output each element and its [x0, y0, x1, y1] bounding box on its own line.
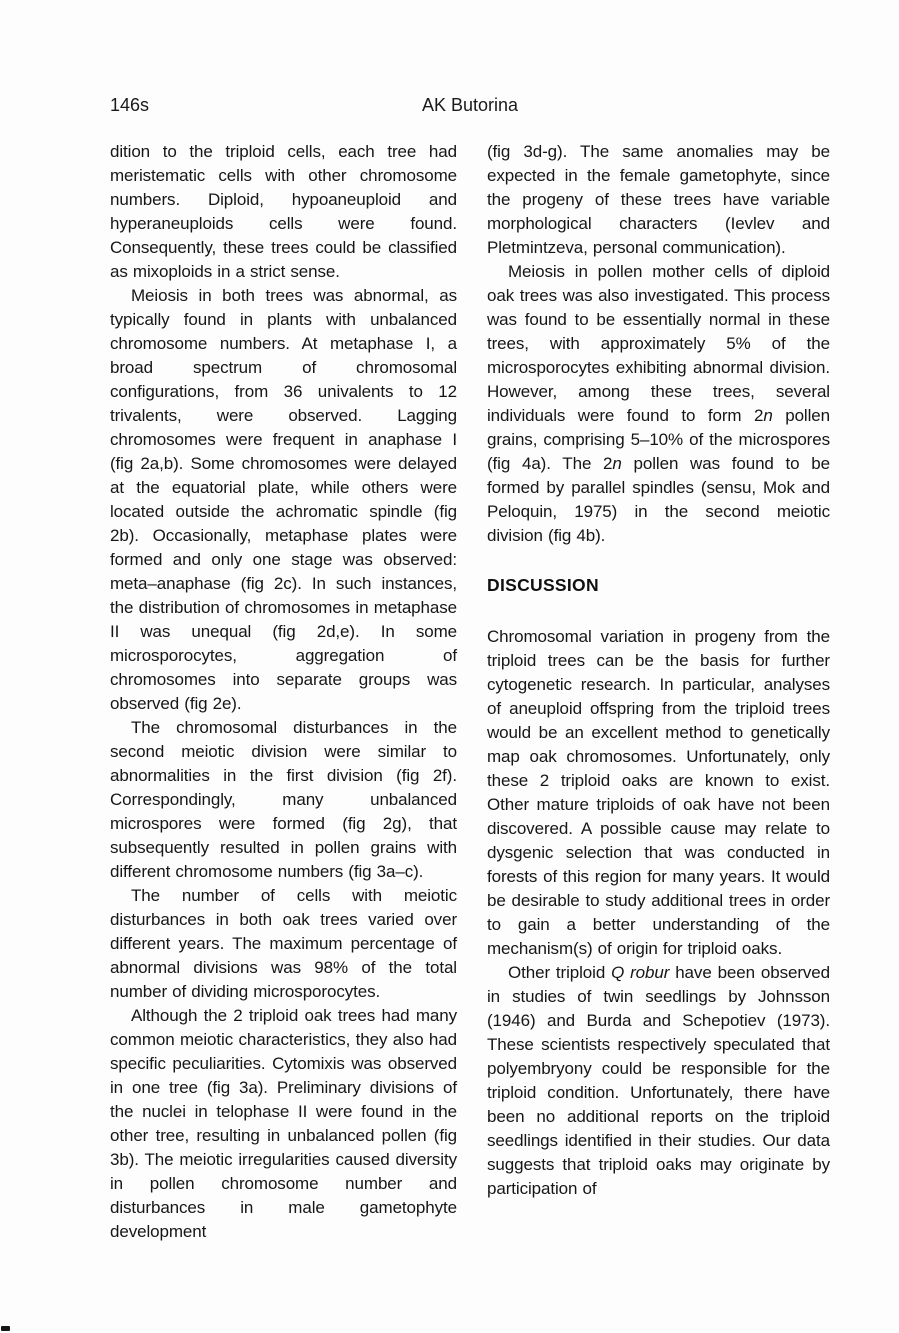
running-head: AK Butorina: [421, 95, 519, 115]
text-run: pollen was found to be formed by parallel spindles (sensu, Mok and Peloquin, 1975) in the second meiotic division (fig 4b).: [487, 454, 830, 545]
right-column: [487, 140, 830, 1244]
scan-artifact-mark: [1, 1326, 10, 1331]
text-run: The number of cells with meiotic disturbances in both oak trees varied over different years. The maximum percentage of abnormal divisions was 98% of the total number of dividing microsporocytes.: [110, 886, 457, 1001]
italic-text-run: Q robur: [611, 963, 670, 982]
page-number: 146s: [110, 95, 150, 115]
article-columns: [110, 140, 830, 1244]
paragraph: [110, 140, 457, 284]
paragraph: [487, 260, 830, 548]
text-run: (fig 3d-g). The same anomalies may be expected in the female gametophyte, since the progeny of these trees have variable morphological characters (Ievlev and Pletmintzeva, personal communication).: [487, 142, 830, 257]
paragraph: [110, 284, 457, 716]
paragraph: [110, 716, 457, 884]
text-run: The chromosomal disturbances in the second meiotic division were similar to abnormalities in the first division (fig 2f). Correspondingly, many unbalanced microspores were formed (fig 2g), that subsequently resulted in pollen grains with different chromosome numbers (fig 3a–c).: [110, 718, 457, 881]
paragraph: [487, 140, 830, 260]
paragraph: [487, 625, 830, 961]
paragraph: [110, 884, 457, 1004]
paragraph: [487, 961, 830, 1201]
text-run: pollen grains, comprising 5–10% of the microspores (fig 4a). The 2: [487, 406, 830, 473]
text-run: have been observed in studies of twin seedlings by Johnsson (1946) and Burda and Schepotiev (1973). These scientists respectively speculated that polyembryony could be responsible for the triploid condition. Unfortunately, there have been no additional reports on the triploid seedlings identified in their studies. Our data suggests that triploid oaks may originate by participation of: [487, 963, 831, 1198]
paragraph: [110, 1004, 457, 1244]
text-run: dition to the triploid cells, each tree had meristematic cells with other chromosome numbers. Diploid, hypoaneuploid and hyperaneuploids cells were found. Consequently, these trees could be classified as mixoploids in a strict sense.: [110, 142, 457, 281]
text-run: Meiosis in pollen mother cells of diploid oak trees was also investigated. This process was found to be essentially normal in these trees, with approximately 5% of the microsporocytes exhibiting abnormal division. However, among these trees, several individuals were found to form 2: [487, 262, 830, 425]
left-column: [110, 140, 457, 1244]
text-run: Meiosis in both trees was abnormal, as typically found in plants with unbalanced chromosome numbers. At metaphase I, a broad spectrum of chromosomal configurations, from 36 univalents to 12 trivalents, were observed. Lagging chromosomes were frequent in anaphase I (fig 2a,b). Some chromosomes were delayed at the equatorial plate, while others were located outside the achromatic spindle (fig 2b). Occasionally, metaphase plates were formed and only one stage was observed: meta–anaphase (fig 2c). In such instances, the distribution of chromosomes in metaphase II was unequal (fig 2d,e). In some microsporocytes, aggregation of chromosomes into separate groups was observed (fig 2e).: [110, 286, 457, 713]
text-run: Other triploid: [508, 963, 612, 982]
italic-text-run: n: [763, 406, 773, 425]
italic-text-run: n: [612, 454, 622, 473]
text-run: Although the 2 triploid oak trees had many common meiotic characteristics, they also had specific peculiarities. Cytomixis was observed in one tree (fig 3a). Preliminary divisions of the nuclei in telophase II were found in the other tree, resulting in unbalanced pollen (fig 3b). The meiotic irregularities caused diversity in pollen chromosome number and disturbances in male gametophyte development: [110, 1006, 457, 1241]
page-header: [110, 94, 830, 116]
text-run: Chromosomal variation in progeny from the triploid trees can be the basis for further cytogenetic research. In particular, analyses of aneuploid offspring from the triploid trees would be an excellent method to genetically map oak chromosomes. Unfortunately, only these 2 triploid oaks are known to exist. Other mature triploids of oak have not been discovered. A possible cause may relate to dysgenic selection that was conducted in forests of this region for many years. It would be desirable to study additional trees in order to gain a better understanding of the mechanism(s) of origin for triploid oaks.: [487, 627, 830, 958]
section-heading: DISCUSSION: [487, 575, 599, 595]
